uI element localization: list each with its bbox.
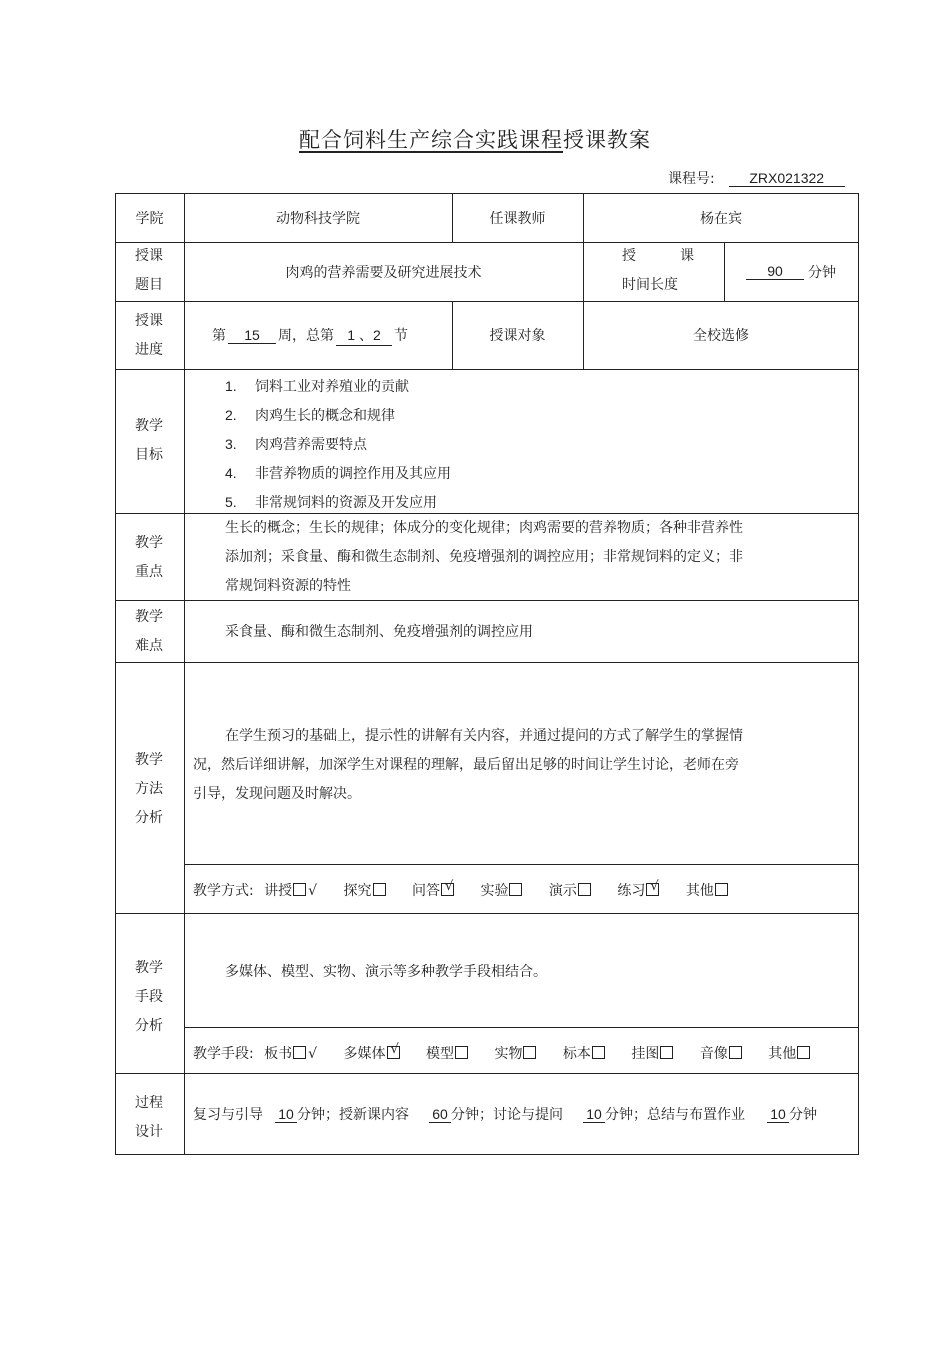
difficulties-label: 教学 难点 <box>135 609 163 654</box>
course-number: 课程号: ZRX021322 <box>668 168 845 188</box>
teaching-means: 教学手段: 板书 √ 多媒体√ 模型 实物 标本 挂图 音像 其他 <box>193 1043 832 1063</box>
key-points-label: 教学 重点 <box>135 535 163 580</box>
process-text: 复习与引导 10 分钟 ； 授新课内容 60 分钟 ； 讨论与提问 10 分钟 ； 总结与布置作业 10 分钟 <box>193 1105 817 1123</box>
means-other: 其他 <box>768 1046 810 1062</box>
check-mark-icon: √ <box>308 883 318 899</box>
row-divider <box>184 1027 859 1028</box>
means-object: 实物 <box>494 1046 536 1062</box>
means-label: 教学 手段 分析 <box>135 960 163 1034</box>
duration-label: 授 课 时间长度 <box>622 248 694 293</box>
checkbox-icon <box>578 883 591 896</box>
checked-box-icon <box>441 883 454 896</box>
mode-qa: 问答√ <box>412 883 454 899</box>
row-divider <box>115 913 859 914</box>
means-multimedia: 多媒体√ <box>344 1046 400 1062</box>
mode-practice: 练习√ <box>617 883 659 899</box>
college-value: 动物科技学院 <box>276 210 360 227</box>
means-specimen: 标本 <box>563 1046 605 1062</box>
mode-inquiry: 探究 <box>344 883 386 899</box>
checkbox-icon <box>729 1046 742 1059</box>
process-label: 过程 设计 <box>135 1095 163 1140</box>
audience-value: 全校选修 <box>693 328 749 344</box>
topic-value: 肉鸡的营养需要及研究进展技术 <box>285 264 482 281</box>
college-label: 学院 <box>135 210 164 227</box>
row-divider <box>115 662 859 663</box>
teacher-label: 任课教师 <box>489 210 546 227</box>
mode-other: 其他 <box>686 883 728 899</box>
checkbox-icon <box>509 883 522 896</box>
means-audio-video: 音像 <box>700 1046 742 1062</box>
checked-box-icon <box>646 883 659 896</box>
objective-item: 1. 饲料工业对养殖业的贡献 <box>225 378 409 395</box>
duration-value: 90 分钟 <box>746 242 859 301</box>
audience-label: 授课对象 <box>489 328 546 344</box>
column-divider <box>184 193 185 1155</box>
mode-experiment: 实验 <box>480 883 522 899</box>
course-number-value: ZRX021322 <box>729 170 845 187</box>
topic-label: 授课 题目 <box>135 248 163 293</box>
means-text: 多媒体、模型、实物、演示等多种教学手段相结合。 <box>225 964 547 980</box>
checkbox-icon <box>455 1046 468 1059</box>
progress-label: 授课 进度 <box>135 313 163 358</box>
objective-item: 2. 肉鸡生长的概念和规律 <box>225 407 395 424</box>
page-title: 配合饲料生产综合实践课程授课教案 <box>299 128 651 152</box>
row-divider <box>115 369 859 370</box>
key-points-text: 生长的概念；生长的规律；体成分的变化规律；肉鸡需要的营养物质；各种非营养性 添加剂；采食量、酶和微生态制剂、免疫增强剂的调控应用；非常规饲料的定义；非 常规饲料资源的特性 <box>225 520 743 594</box>
check-mark-icon: √ <box>308 1046 318 1062</box>
checkbox-icon <box>293 883 306 896</box>
method-label: 教学 方法 分析 <box>135 752 163 826</box>
objectives-label: 教学 目标 <box>135 418 163 463</box>
teacher-value: 杨在宾 <box>700 210 742 227</box>
difficulties-text: 采食量、酶和微生态制剂、免疫增强剂的调控应用 <box>225 624 533 640</box>
checkbox-icon <box>660 1046 673 1059</box>
checkbox-icon <box>523 1046 536 1059</box>
column-divider <box>583 242 584 301</box>
means-blackboard: 板书 √ <box>264 1046 318 1062</box>
mode-demonstration: 演示 <box>549 883 591 899</box>
checked-box-icon <box>387 1046 400 1059</box>
progress-value: 第 15 周，总第 1 、2 节 <box>212 326 408 344</box>
checkbox-icon <box>293 1046 306 1059</box>
column-divider <box>724 242 725 301</box>
checkbox-icon <box>592 1046 605 1059</box>
means-model: 模型 <box>426 1046 468 1062</box>
checkbox-icon <box>715 883 728 896</box>
teaching-modes: 教学方式: 讲授 √ 探究 问答√ 实验 演示 练习√ 其他 <box>193 880 750 900</box>
objective-item: 3. 肉鸡营养需要特点 <box>225 436 367 453</box>
method-text: 在学生预习的基础上，提示性的讲解有关内容，并通过提问的方式了解学生的掌握情 况，然后详细讲解，加深学生对课程的理解，最后留出足够的时间让学生讨论，老师在旁 引导，发现问题及时解决。 <box>193 728 743 802</box>
objective-item: 4. 非营养物质的调控作用及其应用 <box>225 465 451 482</box>
means-wall-chart: 挂图 <box>631 1046 673 1062</box>
checkbox-icon <box>373 883 386 896</box>
row-divider <box>184 864 859 865</box>
checkbox-icon <box>797 1046 810 1059</box>
objective-item: 5. 非常规饲料的资源及开发应用 <box>225 494 437 511</box>
mode-lecture: 讲授 √ <box>264 883 318 899</box>
